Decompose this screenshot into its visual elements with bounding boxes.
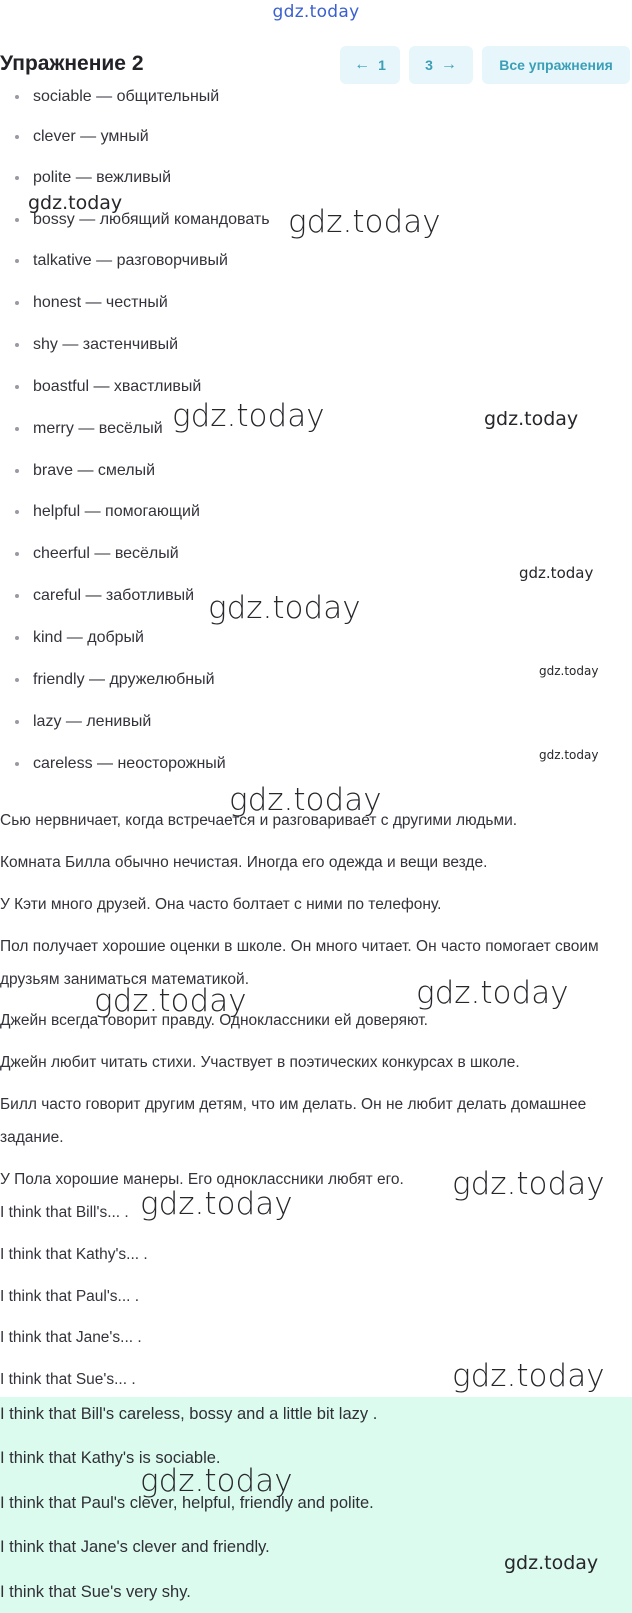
watermark: gdz.today — [208, 590, 361, 626]
vocabulary-list — [0, 88, 632, 778]
list-item — [0, 408, 600, 450]
prompt-line: I think that Paul's... . — [0, 1288, 140, 1305]
prompt-line: I think that Sue's... . — [0, 1371, 136, 1388]
translation-line: Пол получает хорошие оценки в школе. Он много читает. Он часто помогает своим друзьям заниматься математикой. — [0, 938, 599, 988]
vocab-text: careful — заботливый — [33, 587, 195, 604]
vocab-text: boastful — хвастливый — [33, 378, 202, 395]
next-exercise-label: 3 — [425, 57, 433, 73]
list-item — [0, 157, 600, 199]
vocab-text: cheerful — весёлый — [33, 545, 179, 562]
list-item — [0, 450, 600, 492]
prompt-line: I think that Jane's... . — [0, 1329, 142, 1346]
translation-line: Комната Билла обычно нечистая. Иногда его одежда и вещи везде. — [0, 854, 488, 871]
vocab-text: polite — вежливый — [33, 169, 172, 186]
answer-block — [0, 1397, 632, 1613]
vocab-text: helpful — помогающий — [33, 503, 200, 520]
arrow-right-icon: → — [440, 56, 457, 73]
translation-line: Билл часто говорит другим детям, что им делать. Он не любит делать домашнее задание. — [0, 1096, 587, 1146]
translation-line: У Пола хорошие манеры. Его одноклассники любят его. — [0, 1171, 404, 1188]
translation-line: Джейн любит читать стихи. Участвует в поэтических конкурсах в школе. — [0, 1054, 520, 1071]
bullet-icon — [15, 343, 19, 347]
watermark: gdz.today — [94, 983, 247, 1019]
bullet-icon — [15, 762, 19, 766]
bullet-icon — [15, 135, 19, 139]
vocab-text: careless — неосторожный — [33, 755, 226, 772]
exercise-header — [0, 44, 632, 86]
list-item — [0, 199, 600, 241]
bullet-icon — [15, 678, 19, 682]
prompt-line: I think that Bill's... . — [0, 1204, 129, 1221]
watermark: gdz.today — [288, 204, 441, 240]
bullet-icon — [15, 218, 19, 222]
answer-line: I think that Sue's very shy. — [0, 1583, 191, 1601]
answer-line: I think that Jane's clever and friendly. — [0, 1538, 270, 1556]
bullet-icon — [15, 176, 19, 180]
bullet-icon — [15, 510, 19, 514]
list-item — [0, 324, 600, 366]
vocab-text: sociable — общительный — [33, 88, 220, 105]
bullet-icon — [15, 636, 19, 640]
list-item — [0, 491, 600, 533]
list-item — [0, 743, 600, 778]
bullet-icon — [15, 301, 19, 305]
site-logo[interactable]: gdz.today — [272, 2, 360, 22]
bullet-icon — [15, 259, 19, 263]
bullet-icon — [15, 720, 19, 724]
vocab-text: clever — умный — [33, 128, 149, 145]
list-item — [0, 88, 600, 118]
watermark: gdz.today — [452, 1166, 605, 1202]
page-title: Упражнение 2 — [0, 52, 144, 75]
vocab-text: merry — весёлый — [33, 420, 163, 437]
list-item — [0, 366, 600, 408]
answer-line: I think that Kathy's is sociable. — [0, 1449, 221, 1467]
translation-line: У Кэти много друзей. Она часто болтает с ними по телефону. — [0, 896, 442, 913]
list-item — [0, 575, 600, 617]
bullet-icon — [15, 427, 19, 431]
vocab-text: friendly — дружелюбный — [33, 671, 215, 688]
watermark: gdz.today — [539, 664, 599, 678]
vocab-text: lazy — ленивый — [33, 713, 152, 730]
vocab-text: bossy — любящий командовать — [33, 211, 270, 228]
watermark: gdz.today — [140, 1186, 293, 1222]
prompt-line: I think that Kathy's... . — [0, 1246, 148, 1263]
all-exercises-button[interactable]: Все упражнения — [482, 46, 630, 84]
translation-line: Джейн всегда говорит правду. Одноклассники ей доверяют. — [0, 1012, 428, 1029]
watermark: gdz.today — [484, 408, 579, 430]
arrow-left-icon: ← — [354, 56, 371, 73]
bullet-icon — [15, 95, 19, 99]
bullet-icon — [15, 552, 19, 556]
vocab-text: brave — смелый — [33, 462, 156, 479]
prev-exercise-label: 1 — [378, 57, 386, 73]
bullet-icon — [15, 594, 19, 598]
list-item — [0, 701, 600, 743]
watermark: gdz.today — [28, 192, 123, 214]
list-item — [0, 659, 600, 701]
watermark: gdz.today — [140, 1463, 293, 1499]
list-item — [0, 116, 600, 158]
answer-line: I think that Paul's clever, helpful, friendly and polite. — [0, 1494, 374, 1512]
watermark: gdz.today — [229, 782, 382, 818]
list-item — [0, 282, 600, 324]
watermark: gdz.today — [416, 975, 569, 1011]
watermark: gdz.today — [539, 748, 599, 762]
list-item — [0, 533, 600, 575]
prev-exercise-button[interactable] — [340, 46, 400, 84]
list-item — [0, 617, 600, 659]
vocab-text: kind — добрый — [33, 629, 144, 646]
answer-line: I think that Bill's careless, bossy and a little bit lazy . — [0, 1405, 378, 1423]
next-exercise-button[interactable] — [409, 46, 473, 84]
list-item — [0, 240, 600, 282]
watermark: gdz.today — [172, 398, 325, 434]
translation-line: Сью нервничает, когда встречается и разговаривает с другими людьми. — [0, 812, 518, 829]
vocab-text: honest — честный — [33, 294, 168, 311]
watermark: gdz.today — [519, 564, 594, 582]
watermark: gdz.today — [452, 1358, 605, 1394]
vocab-text: shy — застенчивый — [33, 336, 179, 353]
watermark: gdz.today — [504, 1552, 599, 1574]
bullet-icon — [15, 385, 19, 389]
vocab-text: talkative — разговорчивый — [33, 252, 228, 269]
bullet-icon — [15, 469, 19, 473]
